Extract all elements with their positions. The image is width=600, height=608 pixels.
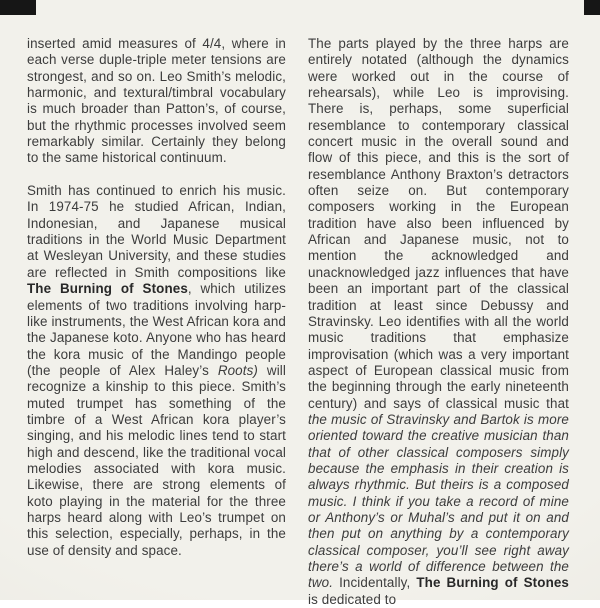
text-run: is dedicated to (308, 591, 397, 607)
text-run: Incidentally, (333, 575, 417, 591)
paragraph (27, 36, 286, 167)
paragraph (308, 36, 569, 608)
text-run: inserted amid measures of 4/4, where in each verse duple-triple meter tensions are strongest, and so on. Leo Smith’s melodic, harmonic, and textural/timbral vocabulary is much broader than Patton’s, of course, but the rhythmic processes involved seem remarkably similar. Certainly they belong to the same historical continuum. (27, 36, 286, 166)
text-run: Smith has continued to enrich his music. In 1974-75 he studied African, Indian, Indonesian, and Japanese musical traditions in the World Music Department at Wesleyan University, and these studies are reflected in Smith compositions like (27, 183, 286, 280)
text-column-right (308, 36, 569, 608)
paragraph (27, 183, 286, 559)
bold-text-run: The Burning of Stones (416, 575, 569, 591)
top-right-crop-mark (584, 0, 600, 15)
bold-text-run: The Burning of Stones (27, 281, 188, 297)
text-run: The parts played by the three harps are entirely notated (although the dynamics were worked out in the course of rehearsals), while Leo is improvising. There is, perhaps, some superficial resemblance to contemporary classical concert music in the overall sound and flow of this piece, and this is the sort of resemblance Anthony Braxton’s detractors often seize on. But contemporary composers working in the European tradition have also been influenced by African and Japanese music, not to mention the acknowledged and unacknowledged jazz influences that have been an important part of the classical tradition at least since Debussy and Stravinsky. Leo identifies with all the world music traditions that emphasize improvisation (which was a very important aspect of European classical music from the beginning through the early nineteenth century) and says of classical music that (308, 36, 569, 411)
italic-text-run: Roots) (217, 362, 258, 378)
top-left-crop-mark (0, 0, 36, 15)
italic-text-run: the music of Stravinsky and Bartok is more oriented toward the creative musician than that of other classical composers simply because the emphasis in their creation is always rhythmic. But theirs is a composed music. I think if you take a record of mine or Anthony’s or Muhal’s and put it on and then put on anything by a contemporary classical composer, you’ll see right away there’s a world of difference between the two. (308, 411, 569, 591)
text-run: , which utilizes elements of two traditions involving harp-like instruments, the West African kora and the Japanese koto. Anyone who has heard the kora music of the Mandingo people (the people of Alex Haley’s (27, 281, 286, 378)
text-column-left (27, 36, 286, 559)
text-run: will recognize a kinship to this piece. Smith’s muted trumpet has something of the timbre of a West African kora player’s singing, and his melodic lines tend to start high and descend, like the traditional vocal melodies associated with kora music. Likewise, there are strong elements of koto playing in the material for the three harps heard along with Leo’s trumpet on this selection, especially, perhaps, in the use of density and space. (27, 362, 287, 558)
